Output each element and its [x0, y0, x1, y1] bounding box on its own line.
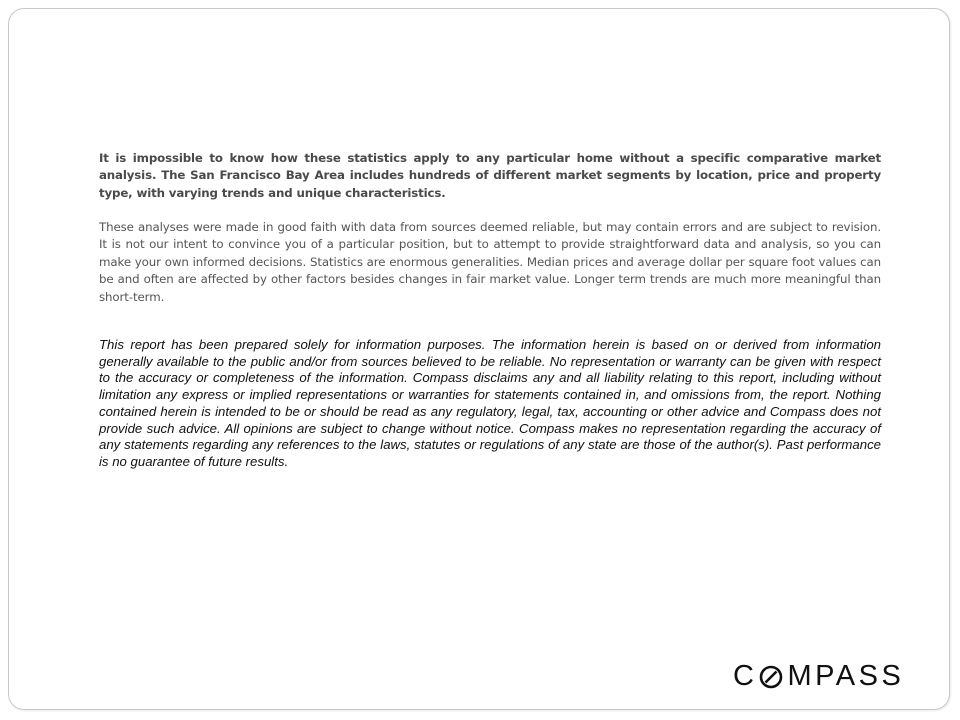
- logo-prefix: C: [733, 660, 758, 692]
- compass-o-slash-icon: [759, 664, 783, 688]
- disclaimer-italic-paragraph: This report has been prepared solely for information purposes. The information herein is based on or derived from information generally available to the public and/or from sources believed to be reliable. No representation or warranty can be given with respect to the accuracy or completeness of the information. Compass disclaims any and all liability relating to this report, including without limitation any express or implied representations or warranties for statements contained in, and omissions from, the report. Nothing contained herein is intended to be or should be read as any regulatory, legal, tax, accounting or other advice and Compass does not provide such advice. All opinions are subject to change without notice. Compass makes no representation regarding the accuracy of any statements regarding any references to the laws, statutes or regulations of any state are those of the author(s). Past performance is no guarantee of future results.: [99, 337, 881, 469]
- compass-logo: [733, 660, 904, 692]
- disclaimer-bold-paragraph: It is impossible to know how these statistics apply to any particular home without a specific comparative market analysis. The San Francisco Bay Area includes hundreds of different market segments by location, price and property type, with varying trends and unique characteristics.: [99, 151, 881, 200]
- disclaimer-regular-paragraph: These analyses were made in good faith with data from sources deemed reliable, but may contain errors and are subject to revision. It is not our intent to convince you of a particular position, but to attempt to provide straightforward data and analysis, so you can make your own informed decisions. Statistics are enormous generalities. Median prices and average dollar per square foot values can be and often are affected by other factors besides changes in fair market value. Longer term trends are much more meaningful than short-term.: [99, 220, 881, 304]
- logo-suffix: MPASS: [787, 660, 905, 692]
